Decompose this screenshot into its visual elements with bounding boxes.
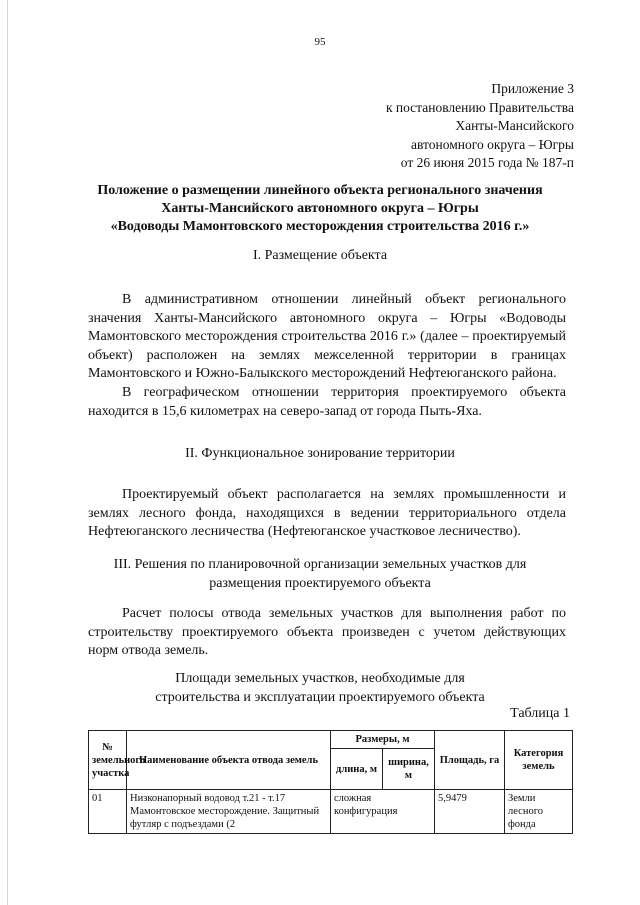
cell-name: Низконапорный водовод т.21 - т.17 Мамонтовское месторождение. Защитный футляр с подъездами (2 [127,790,331,834]
table-caption [0,669,640,707]
section-1-heading: I. Размещение объекта [252,248,388,263]
appendix-line: Ханты-Мансийского [455,118,574,133]
header-area: Площадь, га [435,731,505,790]
header-num: № земельного участка [89,731,127,790]
section-1-body [88,291,566,421]
paragraph: Проектируемый объект располагается на землях промышленности и землях лесного фонда, находящихся в ведении территориального отдела Нефтеюганского лесничества (Нефтеюганское участковое лесничество). [88,487,566,540]
appendix-line: от 26 июня 2015 года № 187-п [400,155,574,170]
table-number: Таблица 1 [510,706,570,721]
appendix-block [386,80,574,173]
header-name: Наименование объекта отвода земель [127,731,331,790]
page-number: 95 [314,36,326,48]
appendix-line: Приложение 3 [491,81,574,96]
header-width: ширина, м [383,749,435,790]
document-title [60,182,580,236]
land-plots-table [88,730,573,834]
table-row [89,790,573,834]
section-3-heading [0,555,640,593]
heading-line: размещения проектируемого объекта [209,576,431,591]
caption-line: Площади земельных участков, необходимые для [175,671,465,686]
heading-line: III. Решения по планировочной организации земельных участков для [113,557,527,572]
title-line: Положение о размещении линейного объекта регионального значения [97,183,543,198]
section-2-body [88,486,566,542]
cell-category: Земли лесного фонда [505,790,573,834]
cell-num: 01 [89,790,127,834]
section-3-body [88,605,566,661]
section-2-heading: II. Функциональное зонирование территории [185,446,455,461]
caption-line: строительства и эксплуатации проектируемого объекта [155,690,485,705]
paragraph: Расчет полосы отвода земельных участков для выполнения работ по строительству проектируемого объекта произведен с учетом действующих норм отвода земель. [88,606,566,659]
paragraph: В административном отношении линейный объект регионального значения Ханты-Мансийского автономного округа – Югры «Водоводы Мамонтовского месторождения строительства 2016 г.» (далее – проектируемый объект) расположен на землях межселенной территории в границах Мамонтовского и Южно-Балыкского месторождений Нефтеюганского района. [88,292,566,382]
appendix-line: к постановлению Правительства [385,99,574,115]
title-line: Ханты-Мансийского автономного округа – Югры [161,201,479,216]
appendix-line: автономного округа – Югры [411,136,574,152]
cell-area: 5,9479 [435,790,505,834]
header-length: длина, м [331,749,383,790]
header-category: Категория земель [505,731,573,790]
paragraph: В географическом отношении территория проектируемого объекта находится в 15,6 километрах на северо-запад от города Пыть-Яха. [88,384,566,419]
cell-size: сложная конфигурация [331,790,435,834]
header-size: Размеры, м [331,731,435,749]
title-line: «Водоводы Мамонтовского месторождения строительства 2016 г.» [110,219,530,234]
